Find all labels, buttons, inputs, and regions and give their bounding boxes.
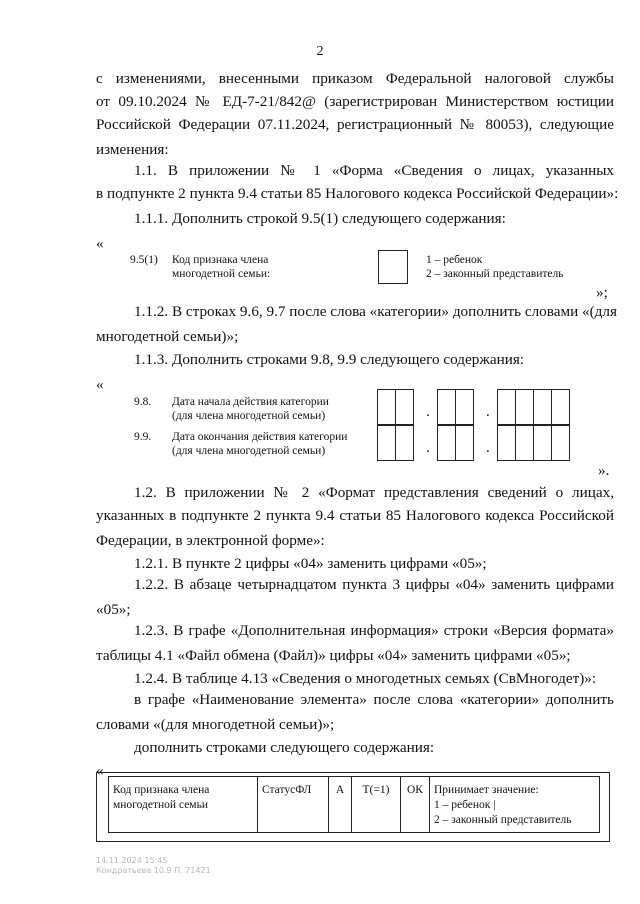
year-cells [497, 425, 570, 461]
paragraph-line: 1.2.2. В абзаце четырнадцатом пункта 3 цифры «04» заменить цифрами [134, 576, 614, 593]
day-cells [377, 425, 414, 461]
format-table [108, 776, 600, 833]
quote-close: »; [596, 284, 608, 301]
form-row-label: (для члена многодетной семьи) [172, 410, 326, 422]
cell-text: многодетной семьи [113, 799, 208, 811]
option-label: 1 – ребенок [426, 254, 483, 266]
quote-open: « [96, 376, 104, 393]
paragraph-line: Федерации, в электронной форме»: [96, 532, 325, 549]
paragraph-line: таблицы 4.1 «Файл обмена (Файл)» цифры «04» заменить цифрами «05»; [96, 647, 571, 664]
form-row-number: 9.8. [134, 396, 152, 408]
paragraph-line: изменения: [96, 141, 169, 158]
form-row-number: 9.5(1) [130, 254, 158, 266]
paragraph-line: 1.2. В приложении № 2 «Формат представления сведений о лицах, [134, 484, 614, 501]
paragraph-line: многодетной семьи)»; [96, 328, 239, 345]
paragraph-line: «05»; [96, 601, 131, 618]
date-separator: . [426, 440, 430, 456]
table-cell-element-name [109, 777, 258, 833]
table-row [109, 777, 600, 833]
year-cells [497, 389, 570, 425]
stamp-line: 14.11.2024 15:45 [96, 856, 168, 865]
month-cells [437, 389, 474, 425]
option-label: 2 – законный представитель [426, 268, 564, 280]
paragraph-line: указанных в подпункте 2 пункта 9.4 статьи 85 Налогового кодекса Российской [96, 507, 614, 524]
paragraph-line: 1.1.3. Дополнить строками 9.8, 9.9 следующего содержания: [134, 351, 525, 368]
month-cells [437, 425, 474, 461]
quote-open: « [96, 762, 104, 779]
paragraph-line: дополнить строками следующего содержания: [134, 739, 435, 756]
form-row-label: Код признака члена [172, 254, 269, 266]
form-row-number: 9.9. [134, 431, 152, 443]
cell-text: 2 – законный представитель [434, 814, 572, 826]
page-number: 2 [316, 44, 324, 59]
paragraph-line: 1.1.2. В строках 9.6, 9.7 после слова «категории» дополнить словами «(для [134, 303, 617, 320]
table-cell-info [430, 777, 600, 833]
paragraph-line: 1.1. В приложении № 1 «Форма «Сведения о лицах, указанных [134, 162, 614, 179]
paragraph-line: 1.2.3. В графе «Дополнительная информация» строки «Версия формата» [134, 622, 614, 639]
cell-text: Код признака члена [113, 784, 210, 796]
table-cell-attribute: А [329, 777, 352, 833]
paragraph-line: Российской Федерации 07.11.2024, регистрационный № 80053), следующие [96, 116, 614, 133]
paragraph-line: словами «(для многодетной семьи)»; [96, 716, 335, 733]
paragraph-line: с изменениями, внесенными приказом Федеральной налоговой службы [96, 70, 614, 87]
cell-text: Принимает значение: [434, 784, 539, 796]
stamp-line: Кондратьева 10.9 П. 71421 [96, 866, 211, 875]
form-row-label: многодетной семьи: [172, 268, 271, 280]
form-row-label: Дата окончания действия категории [172, 431, 348, 443]
registration-stamp [96, 856, 211, 876]
paragraph-line: в графе «Наименование элемента» после слова «категории» дополнить [134, 691, 614, 708]
date-separator: . [486, 440, 490, 456]
date-separator: . [486, 404, 490, 420]
quote-close: ». [598, 462, 610, 479]
table-cell-type: Т(=1) [352, 777, 401, 833]
paragraph-line: от 09.10.2024 № ЕД-7-21/842@ (зарегистрирован Министерством юстиции [96, 93, 614, 110]
table-cell-code: СтатусФЛ [258, 777, 329, 833]
quote-open: « [96, 235, 104, 252]
date-separator: . [426, 404, 430, 420]
paragraph-line: 1.2.1. В пункте 2 цифры «04» заменить цифрами «05»; [134, 555, 487, 572]
code-input-cell [378, 250, 408, 284]
form-row-label: Дата начала действия категории [172, 396, 329, 408]
paragraph-line: в подпункте 2 пункта 9.4 статьи 85 Налогового кодекса Российской Федерации»: [96, 185, 619, 202]
paragraph-line: 1.1.1. Дополнить строкой 9.5(1) следующего содержания: [134, 210, 506, 227]
table-cell-requirement: ОК [401, 777, 430, 833]
form-row-label: (для члена многодетной семьи) [172, 445, 326, 457]
day-cells [377, 389, 414, 425]
paragraph-line: 1.2.4. В таблице 4.13 «Сведения о многодетных семьях (СвМногодет)»: [134, 670, 597, 687]
cell-text: 1 – ребенок | [434, 799, 496, 811]
